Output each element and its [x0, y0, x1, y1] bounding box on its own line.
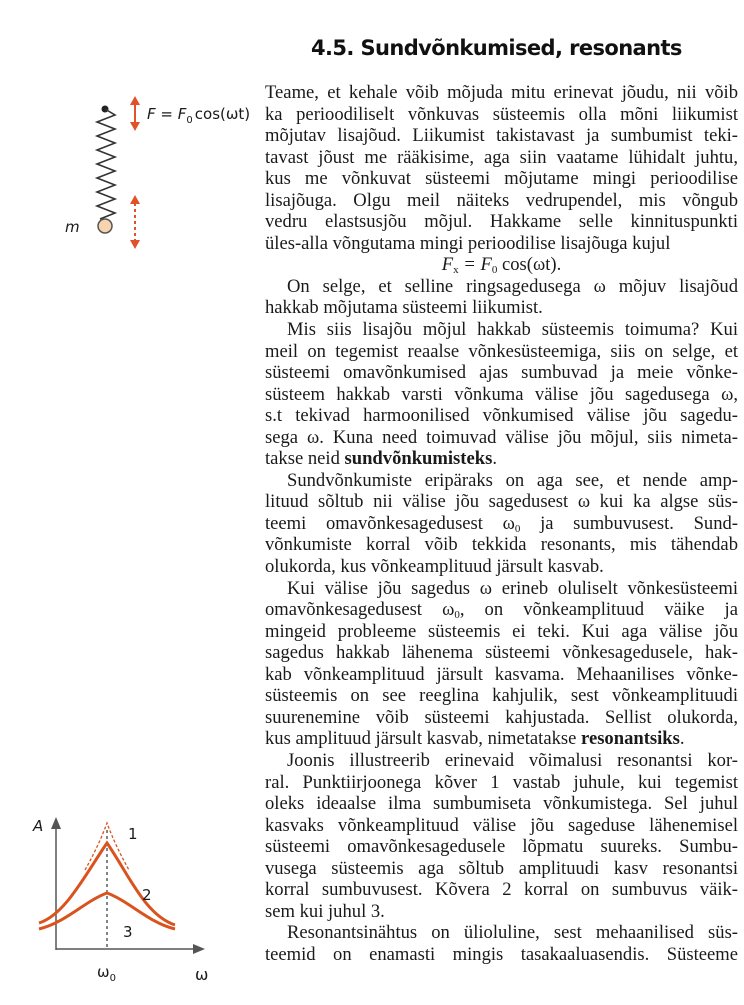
text-line: meil on tegemist reaalse võnkesüsteemiga, siis on selge, et	[265, 340, 738, 362]
text-line: Sundvõnkumiste eripäraks on aga see, et nende amp-	[287, 469, 738, 491]
text-line: vedru elastsusjõu mõjul. Hakkame selle kinnituspunkti	[265, 211, 738, 233]
resonance-curves-figure	[25, 805, 250, 1005]
curve-label-1: 1	[128, 825, 138, 843]
force-arrow-icon	[130, 96, 140, 131]
text-line: Kui välise jõu sagedus ω erineb oluliselt võnkesüsteemi	[287, 577, 738, 599]
text-line: mõjutav lisajõud. Liikumist takistavast ja sumbumist teki-	[265, 125, 738, 147]
text-line: Mis siis lisajõu mõjul hakkab süsteemis toimuma? Kui	[287, 319, 738, 341]
curve-label-3: 3	[123, 923, 133, 941]
text-line: Resonantsinähtus on ülioluline, sest mehaanilised süs-	[287, 922, 738, 944]
text-line: kus amplituud järsult kasvab, nimetatakse resonantsiks.	[265, 728, 685, 750]
text-line: kasvaks võnkeamplituud välise jõu sageduse lähenemisel	[265, 814, 738, 836]
text-line: suurenemine võib süsteemi kahjustada. Sellist olukorda,	[265, 706, 738, 728]
text-line: ral. Punktiirjoonega kõver 1 vastab juhule, kui tegemist	[265, 771, 738, 793]
text-line: sega ω. Kuna need toimuvad välise jõu mõjul, siis nimeta-	[265, 426, 738, 448]
text-line: süsteemi omavõnkumised ajas sumbuvad ja meie võnke-	[265, 362, 738, 384]
term-resonants: resonantsiks	[581, 728, 680, 750]
text-line: süsteem hakkab varsti võnkuma välise jõu sagedusega ω,	[265, 383, 738, 405]
text-line: ka perioodiliselt võnkuvas süsteemis olla mõni liikumist	[265, 103, 738, 125]
term-sundvonkumised: sundvõnkumisteks	[344, 448, 493, 470]
curve-label-2: 2	[142, 886, 152, 904]
text-line: lisajõuga. Olgu meil näiteks vedrupendel, mis võngub	[265, 189, 738, 211]
text-line: teemid on enamasti mingis tasakaaluasendis. Süsteeme	[265, 943, 738, 965]
mass-label: m	[65, 218, 80, 236]
force-formula: $F = F_0$ cos(ωt)	[147, 105, 251, 126]
text-line: oleks ideaalse ilma sumbumiseta võnkumistega. Sel juhul	[265, 793, 738, 815]
mass-motion-arrow-icon	[130, 195, 140, 249]
text-line: hakkab mõjutama süsteemi liikumist.	[265, 297, 543, 319]
text-line: Joonis illustreerib erinevaid võimalusi resonantsi kor-	[287, 749, 738, 771]
text-line: korral sumbuvusest. Kõvera 2 korral on sumbuvus väik-	[265, 879, 738, 901]
text-line: üles-alla võngutama mingi perioodilise lisajõuga kujul	[265, 232, 671, 254]
text-line: omavõnkesagedusest $\omega_0$, on võnkeamplituud väike ja	[265, 599, 738, 622]
text-line: tavast jõust me rääkisime, aga siin vaatame lühidalt juhtu,	[265, 146, 738, 168]
text-line: mingeid probleeme süsteemis ei teki. Kui aga välise jõu	[265, 620, 738, 642]
text-line: kus me võnkuvat süsteemi mõjutame mingi perioodilise	[265, 168, 738, 190]
spring-icon	[97, 109, 115, 219]
y-axis-label: A	[33, 817, 44, 835]
text-line: sem kui juhul 3.	[265, 900, 385, 922]
text-line: sagedus hakkab lähenema süsteemi võnkesagedusele, hak-	[265, 642, 738, 664]
text-line: olukorda, kus võnkeamplituud järsult kasvab.	[265, 556, 604, 578]
article-body	[265, 82, 738, 965]
x-axis-label: ω	[195, 965, 209, 984]
text-line: Teame, et kehale võib mõjuda mitu erinevat jõudu, nii võib	[265, 82, 738, 103]
section-title: 4.5. Sundvõnkumised, resonants	[311, 36, 682, 60]
text-line: võnkumiste korral võib tekkida resonants, mis tähendab	[265, 534, 738, 556]
text-line: süsteemi omavõnkesagedusele lõpmatu suureks. Sumbu-	[265, 836, 738, 858]
text-line: lituud sõltub nii välise jõu sagedusest ω kui ka algse süs-	[265, 491, 738, 513]
text-line: takse neid sundvõnkumisteks.	[265, 448, 497, 470]
text-line: teemi omavõnkesagedusest $\omega_0$ ja sumbuvusest. Sund-	[265, 512, 739, 535]
text-line: kab võnkeamplituud järsult kasvama. Mehaanilises võnke-	[265, 663, 738, 685]
text-line: On selge, et selline ringsagedusega ω mõjuv lisajõud	[287, 275, 738, 297]
text-line: süsteemis on see reeglina kahjulik, sest võnkeamplituudi	[265, 685, 738, 707]
mass-icon	[98, 219, 112, 233]
text-line: s.t tekivad harmoonilised võnkumised välise jõu sagedu-	[265, 405, 738, 427]
spring-pendulum-figure	[55, 95, 255, 255]
text-line: vusega süsteemis aga sõltub amplituudi kasv resonantsi	[265, 857, 738, 879]
x-tick-omega0: $\omega_0$	[97, 963, 116, 984]
equation: $F_x = F_0$ cos(ωt).	[441, 254, 562, 277]
